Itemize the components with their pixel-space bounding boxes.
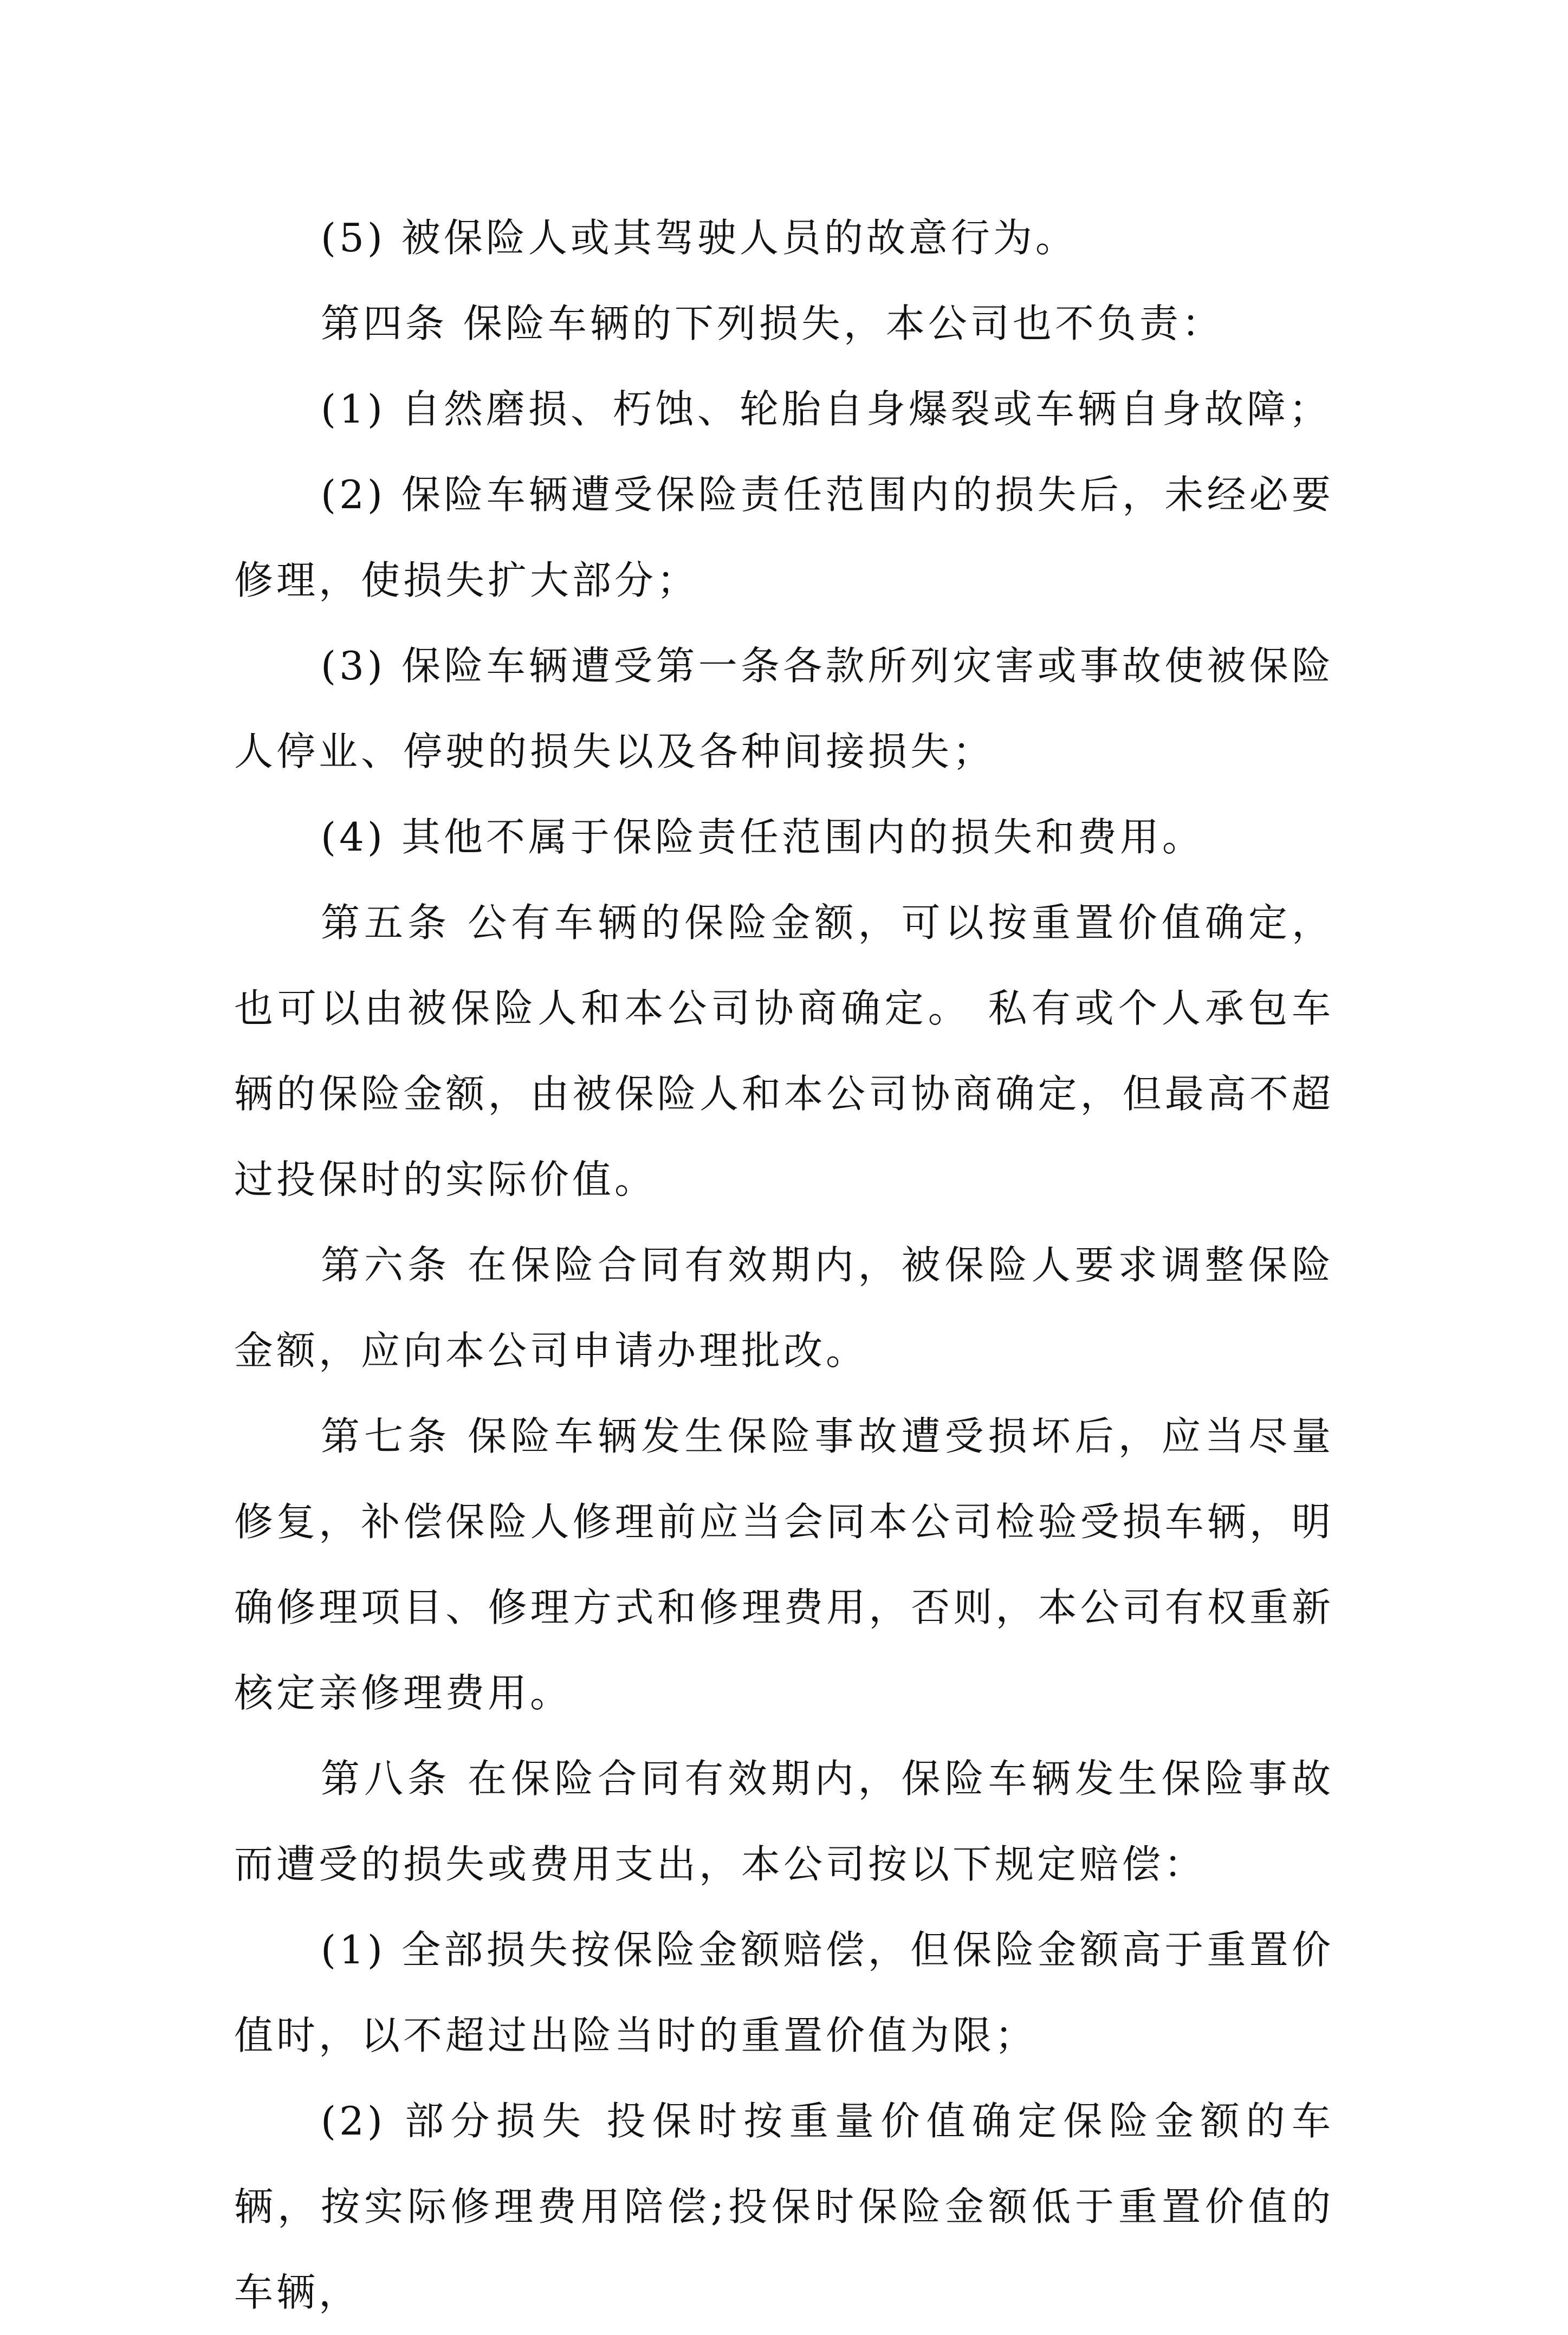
article-8-item-1: (1) 全部损失按保险金额赔偿，但保险金额高于重置价值时，以不超过出险当时的重置价值为限； [234, 1927, 1334, 2058]
article-6: 第六条 在保险合同有效期内，被保险人要求调整保险金额，应向本公司申请办理批改。 [234, 1242, 1334, 1373]
article-8-heading: 第八条 在保险合同有效期内，保险车辆发生保险事故而遭受的损失或费用支出，本公司按以下规定赔偿： [234, 1756, 1334, 1887]
article-4-item-3: (3) 保险车辆遭受第一条各款所列灾害或事故使被保险人停业、停驶的损失以及各种间接损失； [234, 643, 1334, 774]
article-4-item-2: (2) 保险车辆遭受保险责任范围内的损失后，未经必要修理，使损失扩大部分； [234, 472, 1334, 603]
article-5: 第五条 公有车辆的保险金额，可以按重置价值确定，也可以由被保险人和本公司协商确定。 私有或个人承包车辆的保险金额，由被保险人和本公司协商确定，但最高不超过投保时的实际价值。 [234, 900, 1334, 1202]
article-4-item-4: (4) 其他不属于保险责任范围内的损失和费用。 [321, 814, 1204, 860]
document-body [234, 195, 1334, 2335]
article-4-item-1: (1) 自然磨损、朽蚀、轮胎自身爆裂或车辆自身故障； [321, 386, 1331, 432]
article-7: 第七条 保险车辆发生保险事故遭受损坏后，应当尽量修复，补偿保险人修理前应当会同本公司检验受损车辆，明确修理项目、修理方式和修理费用，否则，本公司有权重新核定亲修理费用。 [234, 1413, 1334, 1716]
article-8-item-2: (2) 部分损失 投保时按重量价值确定保险金额的车辆，按实际修理费用陪偿;投保时保险金额低于重置价值的车辆， [234, 2098, 1334, 2315]
paragraph-item-5-intentional-act: (5) 被保险人或其驾驶人员的故意行为。 [321, 215, 1078, 261]
article-4-heading: 第四条 保险车辆的下列损失，本公司也不负责： [321, 301, 1224, 346]
